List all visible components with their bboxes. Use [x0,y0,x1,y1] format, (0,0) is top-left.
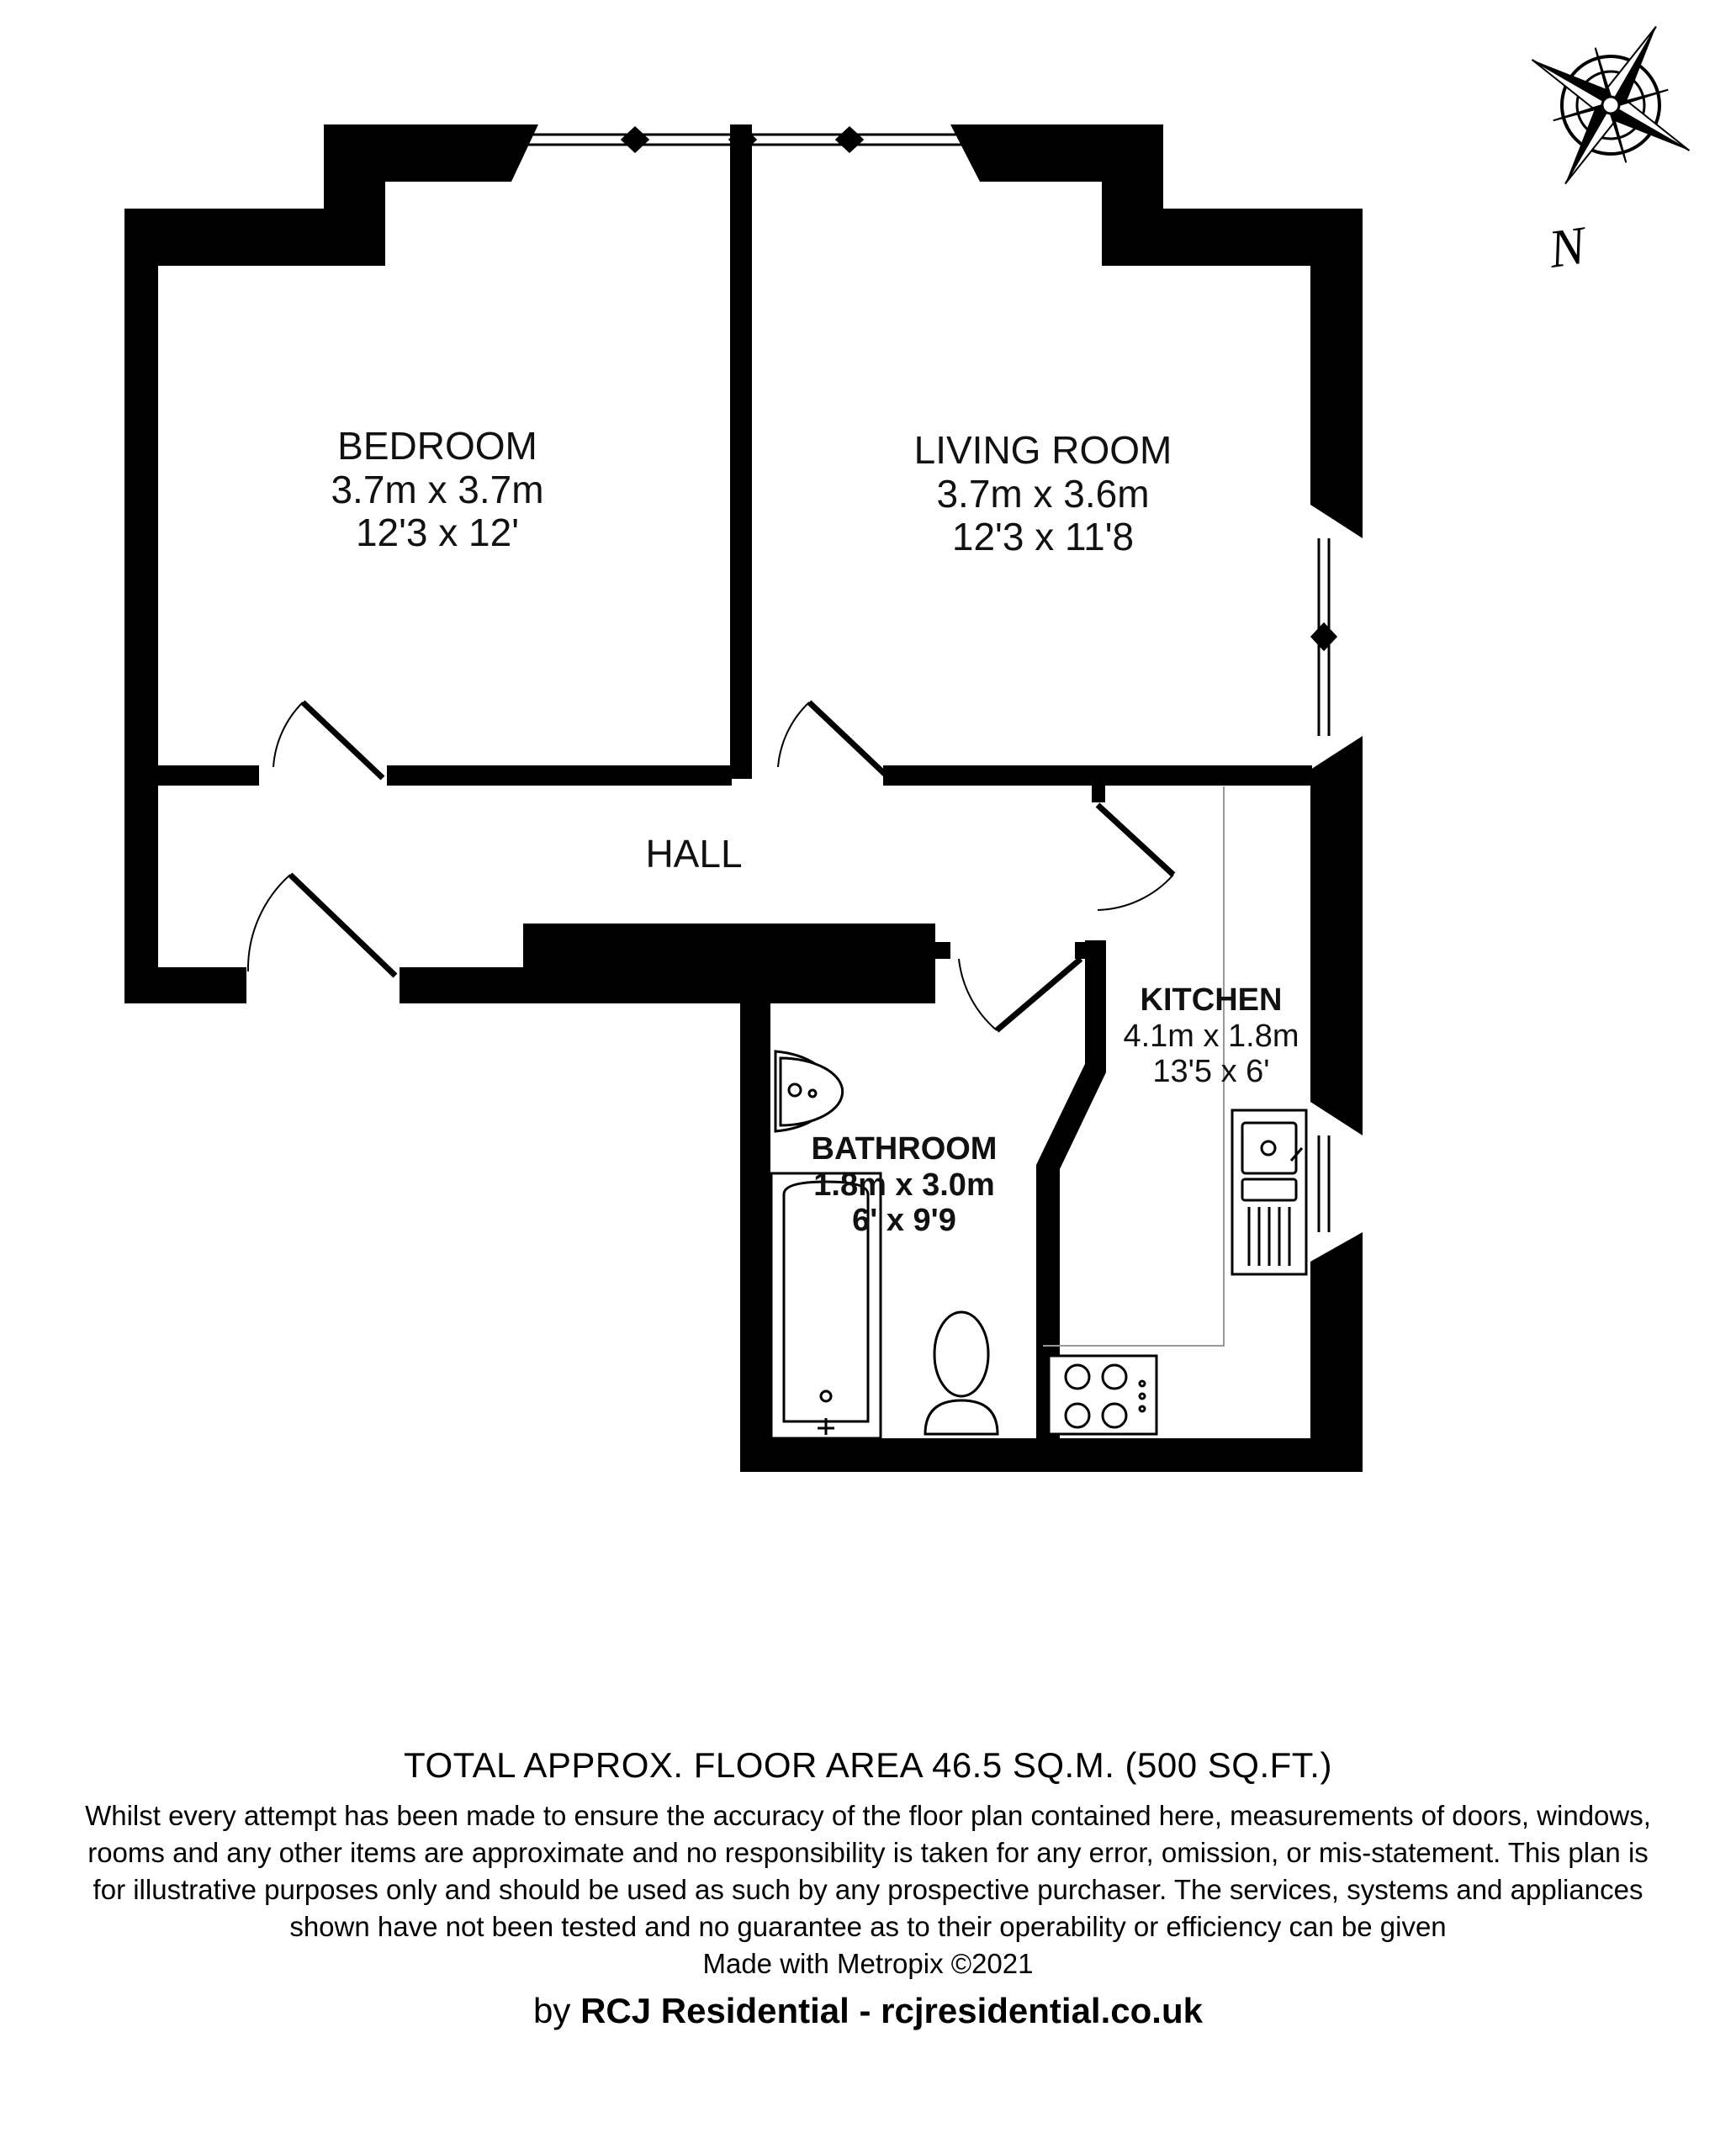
total-floor-area: TOTAL APPROX. FLOOR AREA 46.5 SQ.M. (500 SQ.FT.) [404,1745,1332,1785]
bedroom-label [278,425,597,555]
bathroom-imperial: 6' x 9'9 [852,1203,956,1239]
walls [124,124,1363,1472]
company-name-link[interactable]: RCJ Residential - rcjresidential.co.uk [580,1991,1203,2030]
bedroom-imperial: 12'3 x 12' [355,511,520,555]
hall-label [589,833,799,876]
kitchen-imperial: 13'5 x 6' [1152,1054,1270,1090]
living-room-label [866,429,1220,559]
footer [0,1733,1736,2031]
hall-name: HALL [645,832,743,876]
living-room-metric: 3.7m x 3.6m [936,471,1150,516]
kitchen-sink [1232,1110,1306,1274]
bedroom-metric: 3.7m x 3.7m [331,467,544,511]
kitchen-label [1098,982,1325,1090]
kitchen-metric: 4.1m x 1.8m [1123,1018,1299,1054]
bathroom-label [782,1131,1026,1239]
kitchen-name: KITCHEN [1140,982,1283,1018]
living-room-name: LIVING ROOM [913,428,1172,472]
bathroom-metric: 1.8m x 3.0m [813,1167,995,1203]
company-byline [0,1991,1736,2031]
kitchen-hob [1049,1356,1156,1434]
compass-north-label: N [1545,214,1590,279]
bathroom-name: BATHROOM [811,1131,998,1167]
disclaimer-text: Whilst every attempt has been made to ensure the accuracy of the floor plan contained here, measurements of doors, windows, rooms and any other items are approximate and no responsibility is taken for any error, omission, or mis-statement. This plan is for illustrative purposes only and should be used as such by any prospective purchaser. The services, systems and appliances shown have not been tested and no guarantee as to their operability or efficiency can be given [85,1800,1651,1942]
byline-prefix: by [533,1991,571,2030]
made-with-credit: Made with Metropix ©2021 [702,1948,1034,1979]
toilet [925,1312,998,1434]
bathroom-basin [775,1051,843,1131]
bedroom-name: BEDROOM [337,424,537,468]
compass-rose-icon [1486,0,1734,230]
living-room-imperial: 12'3 x 11'8 [951,515,1135,559]
